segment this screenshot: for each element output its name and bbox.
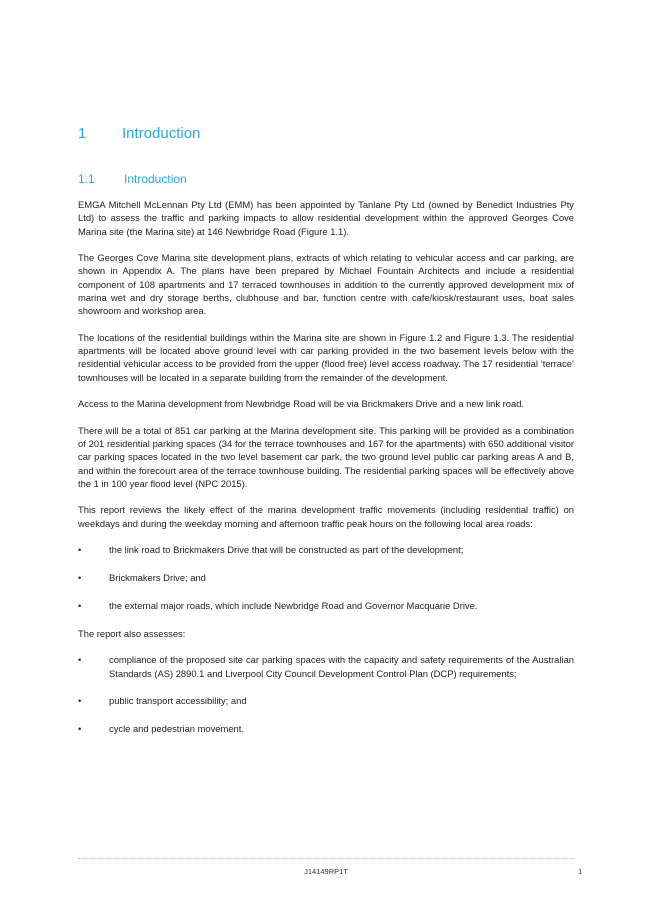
list-item-text: cycle and pedestrian movement. bbox=[109, 723, 244, 735]
assessment-list bbox=[78, 653, 574, 735]
section-number: 1 bbox=[78, 125, 87, 142]
paragraph-appointment: EMGA Mitchell McLennan Pty Ltd (EMM) has been appointed by Tanlane Pty Ltd (owned by Benedict Industries Pty Ltd) to assess the traffic and parking impacts to allow residential development within the approved Georges Cove Marina site (the Marina site) at 146 Newbridge Road (Figure 1.1). bbox=[78, 199, 574, 237]
section-heading-1 bbox=[78, 125, 200, 142]
roads-list bbox=[78, 543, 574, 612]
paragraph-parking: There will be a total of 851 car parking at the Marina development site. This parking will be provided as a combination of 201 residential parking spaces (34 for the terrace townhouses and 167 for the apartments) with 650 additional visitor car parking spaces located in the two level basement car park, the two ground level public car parking areas A and B, and within the forecourt area of the terrace townhouse building. The residential parking spaces will be effectively above the 1 in 100 year flood level (NPC 2015). bbox=[78, 424, 574, 489]
list-item-text: compliance of the proposed site car parking spaces with the capacity and safety requirements of the Australian Standards (AS) 2890.1 and Liverpool City Council Development Control Plan (DCP) requirements; bbox=[109, 654, 574, 679]
paragraph-report-scope: This report reviews the likely effect of the marina development traffic movements (including residential traffic) on weekdays and during the weekday morning and afternoon traffic peak hours on the following local area roads: bbox=[78, 504, 574, 529]
paragraph-access: Access to the Marina development from Newbridge Road will be via Brickmakers Drive and a new link road. bbox=[78, 398, 525, 410]
body-text bbox=[78, 198, 574, 750]
section-title: Introduction bbox=[122, 125, 201, 142]
subsection-heading-1-1 bbox=[78, 172, 187, 186]
list-item bbox=[78, 653, 574, 680]
bullet: • bbox=[78, 544, 82, 556]
paragraph-development-plans: The Georges Cove Marina site development plans, extracts of which relating to vehicular access and car parking, are shown in Appendix A. The plans have been prepared by Michael Fountain Architects and include a residential component of 108 apartments and 17 terraced townhouses in addition to the currently approved development mix of marina wet and dry storage berths, clubhouse and bar, function centre with cafe/kiosk/restaurant uses, boat sales showroom and workshop area. bbox=[78, 252, 574, 317]
subsection-title: Introduction bbox=[124, 172, 187, 186]
footer-divider bbox=[78, 858, 574, 859]
list-item bbox=[78, 722, 574, 735]
paragraph-also-assesses: The report also assesses: bbox=[78, 627, 186, 639]
bullet: • bbox=[78, 654, 82, 666]
list-item bbox=[78, 571, 574, 584]
list-item bbox=[78, 543, 574, 556]
footer-reference: J14149RP1T bbox=[304, 867, 348, 876]
list-item bbox=[78, 599, 574, 612]
list-item-text: Brickmakers Drive; and bbox=[109, 571, 206, 583]
list-item-text: public transport accessibility; and bbox=[109, 695, 247, 707]
bullet: • bbox=[78, 571, 82, 583]
list-item-text: the external major roads, which include Newbridge Road and Governor Macquarie Drive. bbox=[109, 599, 478, 611]
page-number: 1 bbox=[578, 867, 583, 876]
bullet: • bbox=[78, 599, 82, 611]
paragraph-building-locations: The locations of the residential buildings within the Marina site are shown in Figure 1.2 and Figure 1.3. The residential apartments will be located above ground level with car parking provided in the two basement levels below with the residential vehicular access to be provided from the upper (flood free) level access roadway. The 17 residential ‘terrace’ townhouses will be located in a separate building from the remainder of the development. bbox=[78, 331, 574, 383]
list-item-text: the link road to Brickmakers Drive that will be constructed as part of the development; bbox=[109, 544, 464, 556]
subsection-number: 1.1 bbox=[78, 172, 95, 186]
list-item bbox=[78, 694, 574, 707]
bullet: • bbox=[78, 695, 82, 707]
bullet: • bbox=[78, 723, 82, 735]
